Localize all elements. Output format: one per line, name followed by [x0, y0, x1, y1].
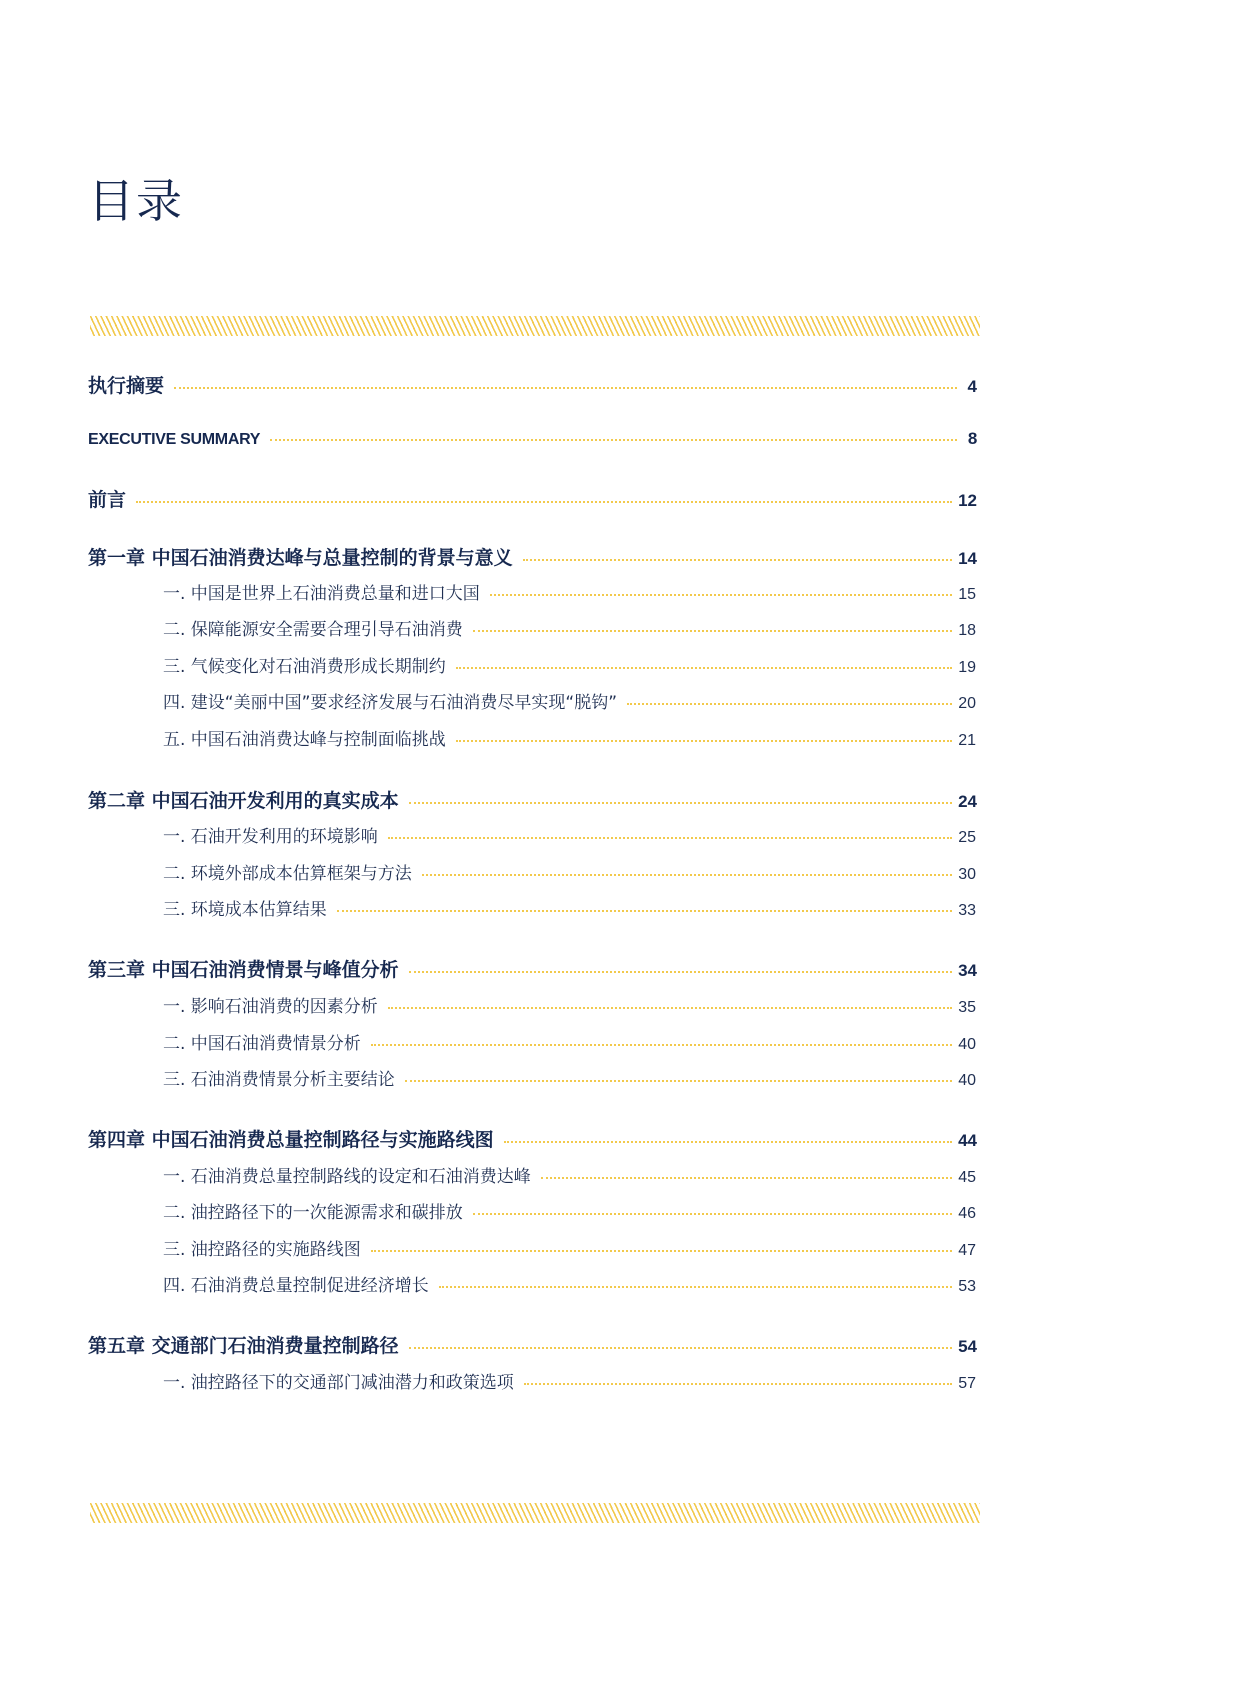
toc-entry-chapter-3-section-2[interactable]	[163, 1029, 976, 1055]
toc-entry-chapter-2-section-3[interactable]	[163, 895, 976, 921]
dot-leader	[439, 1286, 952, 1288]
toc-entry-chapter-2[interactable]	[88, 786, 977, 812]
toc-entry-label: 第二章 中国石油开发利用的真实成本	[88, 790, 399, 812]
toc-entry-label: 执行摘要	[88, 375, 165, 397]
dot-leader	[473, 1213, 952, 1215]
dot-leader	[371, 1250, 952, 1252]
toc-page-number: 4	[967, 377, 977, 396]
toc-page-number: 46	[958, 1205, 976, 1222]
dot-leader	[371, 1044, 952, 1046]
toc-page-number: 19	[958, 659, 976, 676]
toc-entry-chapter-4[interactable]	[88, 1125, 977, 1151]
toc-entry-chapter-3[interactable]	[88, 955, 977, 981]
dot-leader	[409, 802, 952, 804]
toc-entry-label: 第三章 中国石油消费情景与峰值分析	[88, 959, 399, 981]
toc-entry-label: 一. 石油开发利用的环境影响	[163, 827, 378, 847]
toc-entry-chapter-2-section-2[interactable]	[163, 859, 976, 885]
dot-leader	[524, 1383, 952, 1385]
toc-entry-label: 一. 油控路径下的交通部门减油潜力和政策选项	[163, 1373, 514, 1393]
toc-entry-label: 第一章 中国石油消费达峰与总量控制的背景与意义	[88, 547, 513, 569]
toc-entry-chapter-3-section-1[interactable]	[163, 992, 976, 1018]
dot-leader	[422, 874, 952, 876]
toc-entry-chapter-1-section-3[interactable]	[163, 652, 976, 678]
dot-leader	[174, 387, 957, 389]
toc-entry-executive-summary-en[interactable]	[88, 429, 977, 455]
toc-page-number: 45	[958, 1169, 976, 1186]
dot-leader	[409, 971, 952, 973]
toc-page-number: 57	[958, 1375, 976, 1392]
toc-page-number: 40	[958, 1036, 976, 1053]
toc-entry-label: 四. 石油消费总量控制促进经济增长	[163, 1276, 429, 1296]
toc-page-number: 12	[958, 491, 977, 510]
dot-leader	[136, 501, 952, 503]
toc-page-number: 21	[958, 732, 976, 749]
bottom-divider	[90, 1503, 980, 1523]
toc-page-number: 25	[958, 829, 976, 846]
toc-entry-label: 前言	[88, 489, 127, 511]
toc-page-number: 15	[958, 586, 976, 603]
toc-page-number: 47	[958, 1242, 976, 1259]
toc-entry-foreword[interactable]	[88, 485, 977, 511]
toc-page-number: 40	[958, 1072, 976, 1089]
dot-leader	[456, 667, 952, 669]
dot-leader	[388, 837, 952, 839]
dot-leader	[473, 630, 952, 632]
dot-leader	[337, 910, 952, 912]
toc-page-number: 53	[958, 1278, 976, 1295]
dot-leader	[405, 1080, 952, 1082]
toc-entry-label: 一. 中国是世界上石油消费总量和进口大国	[163, 584, 480, 604]
dot-leader	[523, 559, 952, 561]
toc-entry-chapter-1-section-2[interactable]	[163, 615, 976, 641]
toc-page-number: 54	[958, 1337, 977, 1356]
toc-entry-label: 二. 中国石油消费情景分析	[163, 1034, 361, 1054]
toc-entry-chapter-4-section-1[interactable]	[163, 1162, 976, 1188]
toc-entry-label: 一. 石油消费总量控制路线的设定和石油消费达峰	[163, 1167, 531, 1187]
toc-entry-label: 二. 环境外部成本估算框架与方法	[163, 864, 412, 884]
toc-entry-label: 二. 保障能源安全需要合理引导石油消费	[163, 620, 463, 640]
toc-entry-chapter-1-section-5[interactable]	[163, 725, 976, 751]
toc-entry-chapter-4-section-4[interactable]	[163, 1271, 976, 1297]
dot-leader	[409, 1347, 952, 1349]
toc-entry-label: 四. 建设“美丽中国”要求经济发展与石油消费尽早实现“脱钩”	[163, 693, 618, 713]
toc-page-number: 18	[958, 622, 976, 639]
toc-page-number: 14	[958, 549, 977, 568]
dot-leader	[541, 1177, 952, 1179]
toc-entry-chapter-2-section-1[interactable]	[163, 822, 976, 848]
toc-page-number: 35	[958, 999, 976, 1016]
toc-page-number: 33	[958, 902, 976, 919]
toc-entry-chapter-5-section-1[interactable]	[163, 1368, 976, 1394]
toc-entry-label: 五. 中国石油消费达峰与控制面临挑战	[163, 730, 446, 750]
dot-leader	[270, 439, 957, 441]
toc-entry-label: 一. 影响石油消费的因素分析	[163, 997, 378, 1017]
toc-entry-chapter-1[interactable]	[88, 543, 977, 569]
toc-entry-label: 三. 石油消费情景分析主要结论	[163, 1070, 395, 1090]
toc-entry-executive-summary-cn[interactable]	[88, 371, 977, 397]
toc-entry-chapter-1-section-1[interactable]	[163, 579, 976, 605]
dot-leader	[627, 703, 952, 705]
toc-entry-chapter-4-section-2[interactable]	[163, 1198, 976, 1224]
toc-page-number: 34	[958, 961, 977, 980]
toc-page-number: 8	[967, 429, 977, 448]
toc-page-number: 44	[958, 1131, 977, 1150]
toc-entry-chapter-3-section-3[interactable]	[163, 1065, 976, 1091]
toc-entry-label: 第四章 中国石油消费总量控制路径与实施路线图	[88, 1129, 494, 1151]
toc-page-number: 30	[958, 866, 976, 883]
toc-page-number: 20	[958, 695, 976, 712]
dot-leader	[490, 594, 952, 596]
toc-entry-label: EXECUTIVE SUMMARY	[88, 431, 261, 448]
toc-entry-label: 三. 环境成本估算结果	[163, 900, 327, 920]
toc-entry-label: 三. 气候变化对石油消费形成长期制约	[163, 657, 446, 677]
toc-entry-chapter-5[interactable]	[88, 1331, 977, 1357]
dot-leader	[456, 740, 952, 742]
toc-entry-label: 第五章 交通部门石油消费量控制路径	[88, 1335, 399, 1357]
dot-leader	[504, 1141, 952, 1143]
toc-entry-chapter-4-section-3[interactable]	[163, 1235, 976, 1261]
page-title: 目录	[88, 174, 184, 228]
toc-entry-label: 二. 油控路径下的一次能源需求和碳排放	[163, 1203, 463, 1223]
dot-leader	[388, 1007, 952, 1009]
toc-entry-chapter-1-section-4[interactable]	[163, 688, 976, 714]
toc-entry-label: 三. 油控路径的实施路线图	[163, 1240, 361, 1260]
toc-page-number: 24	[958, 792, 977, 811]
